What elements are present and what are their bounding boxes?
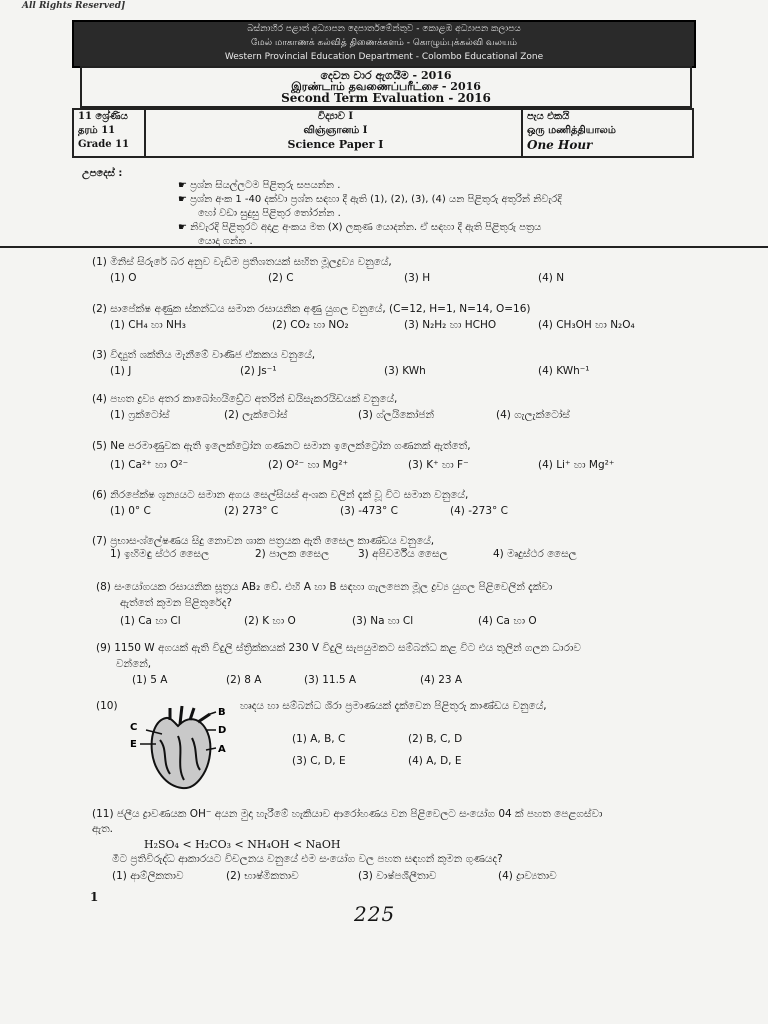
handwritten-mark: 225 [354, 902, 396, 926]
department-banner [72, 20, 696, 68]
option: (3) වාෂ්පශීලීතාව [358, 870, 437, 882]
option: (4) Ca හා O [478, 615, 537, 627]
label-b: B [218, 707, 226, 718]
banner-line: மேல் மாகாணக் கல்வித் திணைக்களம் - கொழும்புக்கல்வி வலயம் [251, 38, 517, 48]
option: (2) CO₂ හා NO₂ [272, 319, 349, 331]
option: (3) C, D, E [292, 755, 346, 767]
option: (3) -473° C [340, 505, 398, 517]
option: (1) A, B, C [292, 733, 346, 745]
option: (4) Li⁺ හා Mg²⁺ [538, 459, 615, 471]
banner-line: Western Provincial Education Department - Colombo Educational Zone [224, 52, 544, 62]
option: 3) අපිචර්මීය සෛල [358, 548, 448, 560]
option: (4) KWh⁻¹ [538, 365, 590, 377]
option: (3) H [404, 272, 431, 284]
option: (1) 5 A [132, 674, 168, 686]
banner-line: බස්නාහිර පළාත් අධ්‍යාපන දෙපාර්තමේන්තුව - කොළඹ අධ්‍යාපන කලාපය [247, 24, 521, 34]
option: (1) O [110, 272, 137, 284]
option: (3) N₂H₂ හා HCHO [404, 319, 497, 331]
option: (4) ගැලැක්ටෝස් [496, 409, 570, 421]
duration-line: One Hour [527, 138, 593, 152]
instruction-item: හෝ වඩා සුදුසු පිළිතුර තෝරන්න . [198, 208, 341, 219]
term-line: Second Term Evaluation - 2016 [281, 91, 491, 105]
section-divider [0, 246, 768, 248]
label-d: D [218, 725, 227, 736]
acid-base-series: H₂SO₄ < H₂CO₃ < NH₄OH < NaOH [144, 838, 341, 851]
instructions-title: උපදෙස් : [82, 168, 123, 179]
option: (1) J [110, 365, 132, 377]
option: (2) 273° C [224, 505, 279, 517]
question-8: (8) සංයෝගයක රසායනික සූත්‍රය AB₂ වේ. එහි A හා B සඳහා ගැලපෙන මූල ද්‍රව්‍ය යුගල පිළිවෙලින් දැක්වා [96, 581, 553, 593]
option: (4) A, D, E [408, 755, 462, 767]
term-line: දෙවන වාර ඇගයීම - 2016 [320, 69, 452, 82]
option: (2) 8 A [226, 674, 262, 686]
question-6: (6) නිරපේක්ෂ ශූන්‍යයට සමාන අගය සෙල්සියස් අංශක වලින් දැක් වූ විට සමාන වනුයේ, [92, 489, 469, 501]
option: (2) ලැක්ටෝස් [224, 409, 288, 421]
instruction-item: ☛ ප්‍රශ්න අංක 1 -40 දක්වා ප්‍රශ්න සඳහා දී ඇති (1), (2), (3), (4) යන පිළිතුරු අතුරින් නිවැරදි [178, 194, 562, 205]
option: (1) ෆ්‍රක්ටෝස් [110, 409, 170, 421]
instruction-item: යොදා ගන්න . [198, 236, 253, 247]
option: (3) ග්ලයිකෝජන් [358, 409, 435, 421]
option: (2) K හා O [244, 615, 296, 627]
question-9-cont: වන්නේ, [116, 658, 152, 670]
heart-diagram [126, 700, 236, 792]
question-2: (2) සාපේක්ෂ අණුක ස්කන්ධය සමාන රසායනික අණු යුගල වනුයේ, (C=12, H=1, N=14, O=16) [92, 303, 531, 315]
option: 4) මෘදුස්ථර සෛල [493, 548, 577, 560]
subject-line: විද්‍යාව I [317, 111, 354, 122]
grade-line: 11 ශ්‍රේණිය [78, 111, 128, 122]
option: (4) -273° C [450, 505, 508, 517]
instruction-item: ☛ ප්‍රශ්න සියල්ලටම පිළිතුරු සපයන්න . [178, 180, 341, 191]
option: (1) Ca හා Cl [120, 615, 181, 627]
question-5: (5) Ne පරමාණුවක ඇති ඉලෙක්ට්‍රෝන ගණනට සමාන ඉලෙක්ට්‍රෝන ගණනක් ඇත්තේ, [92, 440, 471, 452]
subject-line: Science Paper I [287, 138, 384, 151]
grade-line: Grade 11 [78, 139, 130, 150]
question-7: (7) ප්‍රභාසංශ්ලේෂණය සිදු නොවන ශාක පත්‍රයක ඇති සෛල කාණ්ඩය වනුයේ, [92, 535, 435, 547]
duration-cell [523, 110, 690, 156]
option: (2) C [268, 272, 294, 284]
option: (4) CH₃OH හා N₂O₄ [538, 319, 635, 331]
question-11-cont: ඇත. [92, 823, 113, 835]
term-box [80, 66, 692, 108]
heart-drawing [126, 700, 236, 792]
label-e: E [130, 739, 137, 750]
grade-cell [74, 110, 146, 156]
question-10: හෘදය හා සම්බන්ධ ශිරා ප්‍රමාණයක් දැක්වෙන පිළිතුරු කාණ්ඩය වනුයේ, [240, 700, 547, 712]
option: (1) ආම්ලිකතාව [112, 870, 184, 882]
option: (1) Ca²⁺ හා O²⁻ [110, 459, 189, 471]
option: (1) 0° C [110, 505, 151, 517]
grade-line: தரம் 11 [78, 125, 116, 136]
label-a: A [218, 744, 226, 755]
option: (3) KWh [384, 365, 426, 377]
question-11-prompt: මීට ප්‍රතිවිරුද්ධ ආකාරයට විචලනය වනුයේ එම සංයෝග වල පහත සඳහන් කුමන ගුණයද? [112, 853, 503, 865]
option: (2) B, C, D [408, 733, 463, 745]
option: (4) ද්‍රාව්‍යතාව [498, 870, 557, 882]
duration-line: ஒரு மணித்தியாலம் [527, 125, 616, 136]
page-number: 1 [90, 890, 99, 904]
option: (3) 11.5 A [304, 674, 357, 686]
option: 2) පාලක සෛල [255, 548, 330, 560]
option: (2) භාෂ්මිකතාව [226, 870, 299, 882]
instruction-item: ☛ නිවැරදි පිළිතුරට අදාළ අංකය මත (X) ලකුණ යොදන්න. ඒ සඳහා දී ඇති පිළිතුරු පත්‍රය [178, 222, 542, 233]
duration-line: පැය එකයි [527, 111, 570, 122]
subject-cell [146, 110, 523, 156]
question-4: (4) පහත ද්‍රව්‍ය අතර කාබෝහයිඩ්‍රේට අතරින් ඩයිසැකරයිඩයක් වනුයේ, [92, 393, 398, 405]
option: (3) K⁺ හා F⁻ [408, 459, 469, 471]
label-c: C [130, 722, 138, 733]
option: (3) Na හා Cl [352, 615, 414, 627]
subject-line: விஞ்ஞானம் I [303, 125, 368, 136]
question-8-cont: ඇත්තේ කුමන පිළිතුරේද? [120, 597, 232, 609]
option: (1) CH₄ හා NH₃ [110, 319, 186, 331]
option: (4) 23 A [420, 674, 463, 686]
question-10-number: (10) [96, 700, 118, 712]
option: (2) O²⁻ හා Mg²⁺ [268, 459, 349, 471]
option: (4) N [538, 272, 565, 284]
question-3: (3) විද්‍යුත් ශක්තිය මැනීමේ වාණිජ ඒකකය වනුයේ, [92, 349, 316, 361]
rights-reserved-note: All Rights Reserved] [22, 1, 126, 11]
term-line: இரண்டாம் தவணைப்பரீட்சை - 2016 [291, 80, 481, 93]
info-bar [72, 108, 694, 158]
question-11: (11) ජලීය ද්‍රාවණයක OH⁻ අයන මුදා හැරීමේ හැකියාව ආරෝහණය වන පිළිවෙලට සංයෝග 04 ක් පහත පෙළගස්වා [92, 808, 603, 820]
option: 1) ඉහිමඳු ස්ථර සෛල [110, 548, 210, 560]
question-1: (1) මිනිස් සිරුරේ බර අනුව වැඩිම ප්‍රතිශතයක් සහිත මූලද්‍රව්‍ය වනුයේ, [92, 256, 392, 268]
question-9: (9) 1150 W අගයක් ඇති විදුලි ස්ත්‍රික්කයක් 230 V විදුලි සැපයුමකට සම්බන්ධ කළ විට එය තුලින් ගලන ධාරාව [96, 642, 581, 654]
option: (2) Js⁻¹ [240, 365, 277, 377]
